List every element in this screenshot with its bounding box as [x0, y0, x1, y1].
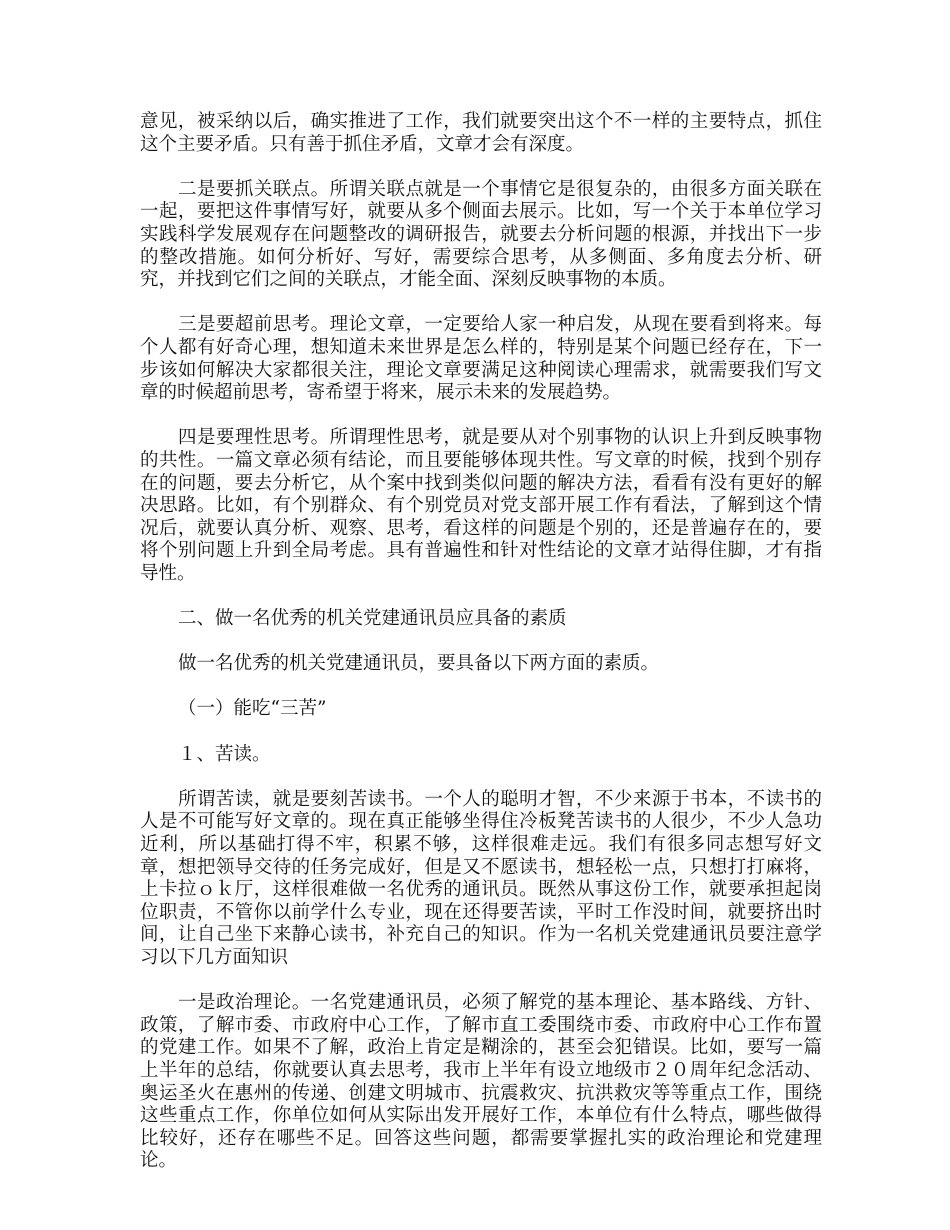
item-heading-hard-reading: １、苦读。 [178, 743, 271, 765]
subsection-heading-three-hardships: （一）能吃“三苦” [178, 698, 327, 720]
paragraph-continuation: 意见，被采纳以后，确实推进了工作，我们就要突出这个不一样的主要特点，抓住这个主要矛盾。只有善于抓住矛盾，文章才会有深度。 [140, 111, 822, 155]
document-page [140, 111, 822, 1196]
paragraph-rational-thinking: 四是要理性思考。所谓理性思考，就是要从对个别事物的认识上升到反映事物的共性。一篇文章必须有结论，而且要能够体现共性。写文章的时候，找到个别存在的问题，要去分析它，从个案中找到类似问题的解决方法，看看有没有更好的解决思路。比如，有个别群众、有个别党员对党支部开展工作有看法，了解到这个情况后，就要认真分析、观察、思考，看这样的问题是个别的，还是普遍存在的，要将个别问题上升到全局考虑。具有普遍性和针对性结论的文章才站得住脚，才有指导性。 [140, 427, 822, 584]
section-heading-qualities: 二、做一名优秀的机关党建通讯员应具备的素质 [178, 608, 567, 630]
paragraph-political-theory: 一是政治理论。一名党建通讯员，必须了解党的基本理论、基本路线、方针、政策，了解市委、市政府中心工作，了解市直工委围绕市委、市政府中心工作布置的党建工作。如果不了解，政治上肯定是糊涂的，甚至会犯错误。比如，要写一篇上半年的总结，你就要认真去思考，我市上半年有设立地级市２０周年纪念活动、奥运圣火在惠州的传递、创建文明城市、抗震救灾、抗洪救灾等等重点工作，围绕这些重点工作，你单位如何从实际出发开展好工作，本单位有什么特点，哪些做得比较好，还存在哪些不足。回答这些问题，都需要掌握扎实的政治理论和党建理论。 [140, 992, 822, 1172]
paragraph-linkage-points: 二是要抓关联点。所谓关联点就是一个事情它是很复杂的，由很多方面关联在一起，要把这件事情写好，就要从多个侧面去展示。比如，写一个关于本单位学习实践科学发展观存在问题整改的调研报告，就要去分析问题的根源，并找出下一步的整改措施。如何分析好、写好，需要综合思考，从多侧面、多角度去分析、研究，并找到它们之间的关联点，才能全面、深刻反映事物的本质。 [140, 178, 822, 291]
paragraph-qualities-intro: 做一名优秀的机关党建通讯员，要具备以下两方面的素质。 [178, 653, 660, 675]
paragraph-forward-thinking: 三是要超前思考。理论文章，一定要给人家一种启发，从现在要看到将来。每个人都有好奇心理，想知道未来世界是怎么样的，特别是某个问题已经存在，下一步该如何解决大家都很关注，理论文章要满足这种阅读心理需求，就需要我们写文章的时候超前思考，寄希望于将来，展示未来的发展趋势。 [140, 314, 822, 404]
paragraph-hard-reading: 所谓苦读，就是要刻苦读书。一个人的聪明才智，不少来源于书本，不读书的人是不可能写好文章的。现在真正能够坐得住冷板凳苦读书的人很少，不少人急功近利，所以基础打得不牢，积累不够，这样很难走远。我们有很多同志想写好文章，想把领导交待的任务完成好，但是又不愿读书，想轻松一点，只想打打麻将，上卡拉ｏｋ厅，这样很难做一名优秀的通讯员。既然从事这份工作，就要承担起岗位职责，不管你以前学什么专业，现在还得要苦读，平时工作没时间，就要挤出时间，让自己坐下来静心读书，补充自己的知识。作为一名机关党建通讯员要注意学习以下几方面知识 [140, 788, 822, 968]
